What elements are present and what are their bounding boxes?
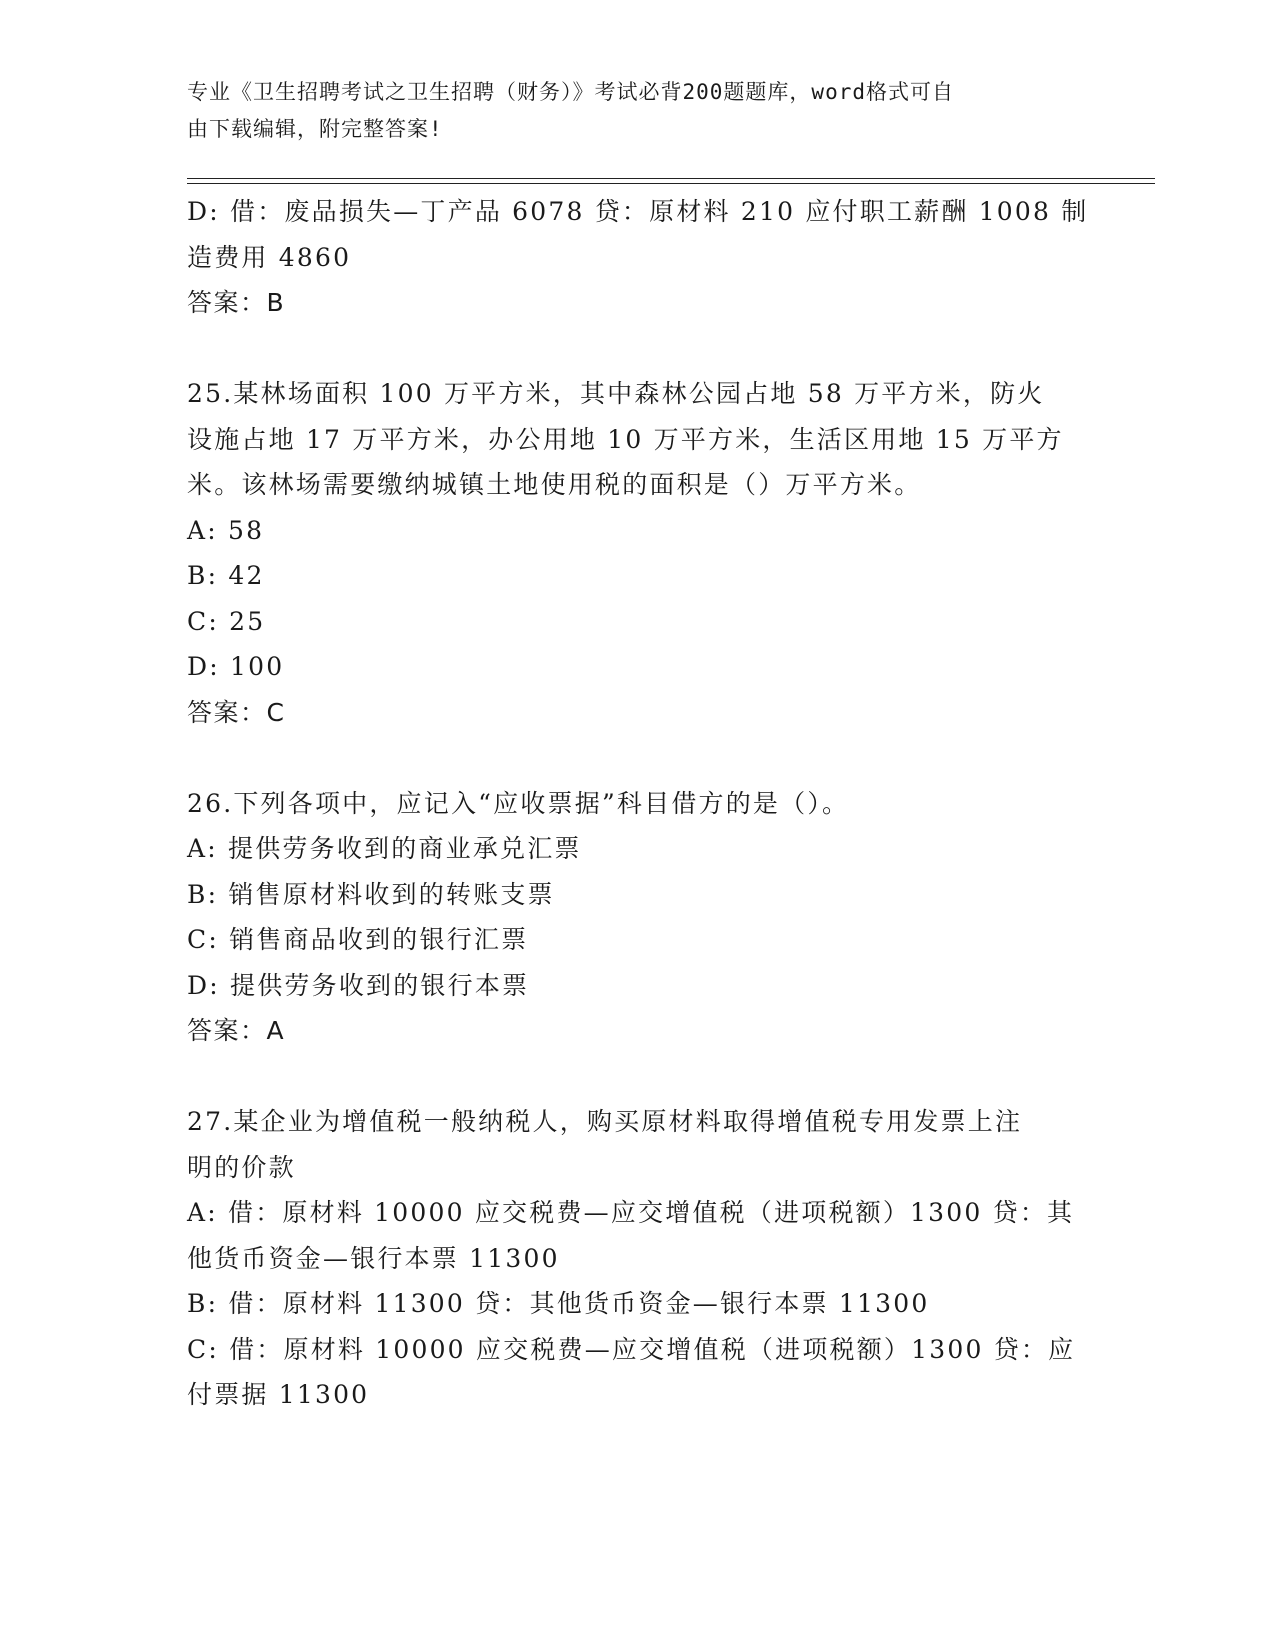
question-25 (187, 371, 1087, 735)
document-header (187, 74, 1067, 148)
question-27 (187, 1099, 1087, 1418)
question-stem-line-2: 明的价款 (187, 1152, 296, 1182)
header-divider-top (187, 178, 1155, 179)
option-a: A: 58 (187, 515, 265, 545)
answer-label: 答案：C (187, 697, 286, 727)
header-line-1: 专业《卫生招聘考试之卫生招聘（财务）》考试必背200题题库，word格式可自 (187, 80, 954, 104)
option-a-line-2: 他货币资金—银行本票 11300 (187, 1243, 560, 1273)
option-d-line-1: D: 借：废品损失—丁产品 6078 贷：原材料 210 应付职工薪酬 1008 制 (187, 197, 1089, 226)
option-c: C: 25 (187, 606, 266, 636)
answer-label: 答案：B (187, 288, 286, 317)
option-c-line-2: 付票据 11300 (187, 1380, 370, 1409)
option-b: B: 42 (187, 561, 265, 590)
option-a-line-1: A: 借：原材料 10000 应交税费—应交增值税（进项税额）1300 贷：其 (187, 1198, 1075, 1227)
option-c-line-1: C: 借：原材料 10000 应交税费—应交增值税（进项税额）1300 贷：应 (187, 1334, 1076, 1364)
question-stem-line-1: 27.某企业为增值税一般纳税人，购买原材料取得增值税专用发票上注 (187, 1107, 1023, 1136)
option-b: B: 销售原材料收到的转账支票 (187, 879, 555, 909)
option-d: D: 100 (187, 652, 285, 681)
option-d: D: 提供劳务收到的银行本票 (187, 970, 530, 1000)
question-24 (187, 189, 1087, 326)
spacer (187, 735, 1087, 781)
spacer (187, 326, 1087, 372)
spacer (187, 1054, 1087, 1100)
option-a: A: 提供劳务收到的商业承兑汇票 (187, 834, 582, 863)
question-26 (187, 781, 1087, 1054)
question-stem-line-1: 25.某林场面积 100 万平方米，其中森林公园占地 58 万平方米，防火 (187, 379, 1045, 408)
question-stem-line-3: 米。该林场需要缴纳城镇土地使用税的面积是（）万平方米。 (187, 470, 922, 499)
question-stem: 26.下列各项中，应记入“应收票据”科目借方的是（）。 (187, 788, 850, 818)
option-b: B: 借：原材料 11300 贷：其他货币资金—银行本票 11300 (187, 1289, 930, 1318)
option-c: C: 销售商品收到的银行汇票 (187, 925, 529, 954)
option-d-line-2: 造费用 4860 (187, 242, 352, 272)
header-line-2: 由下载编辑，附完整答案! (187, 117, 443, 141)
answer-label: 答案：A (187, 1016, 286, 1045)
question-stem-line-2: 设施占地 17 万平方米，办公用地 10 万平方米，生活区用地 15 万平方 (187, 424, 1064, 454)
question-list (187, 189, 1087, 1418)
header-divider-bottom (187, 183, 1155, 184)
